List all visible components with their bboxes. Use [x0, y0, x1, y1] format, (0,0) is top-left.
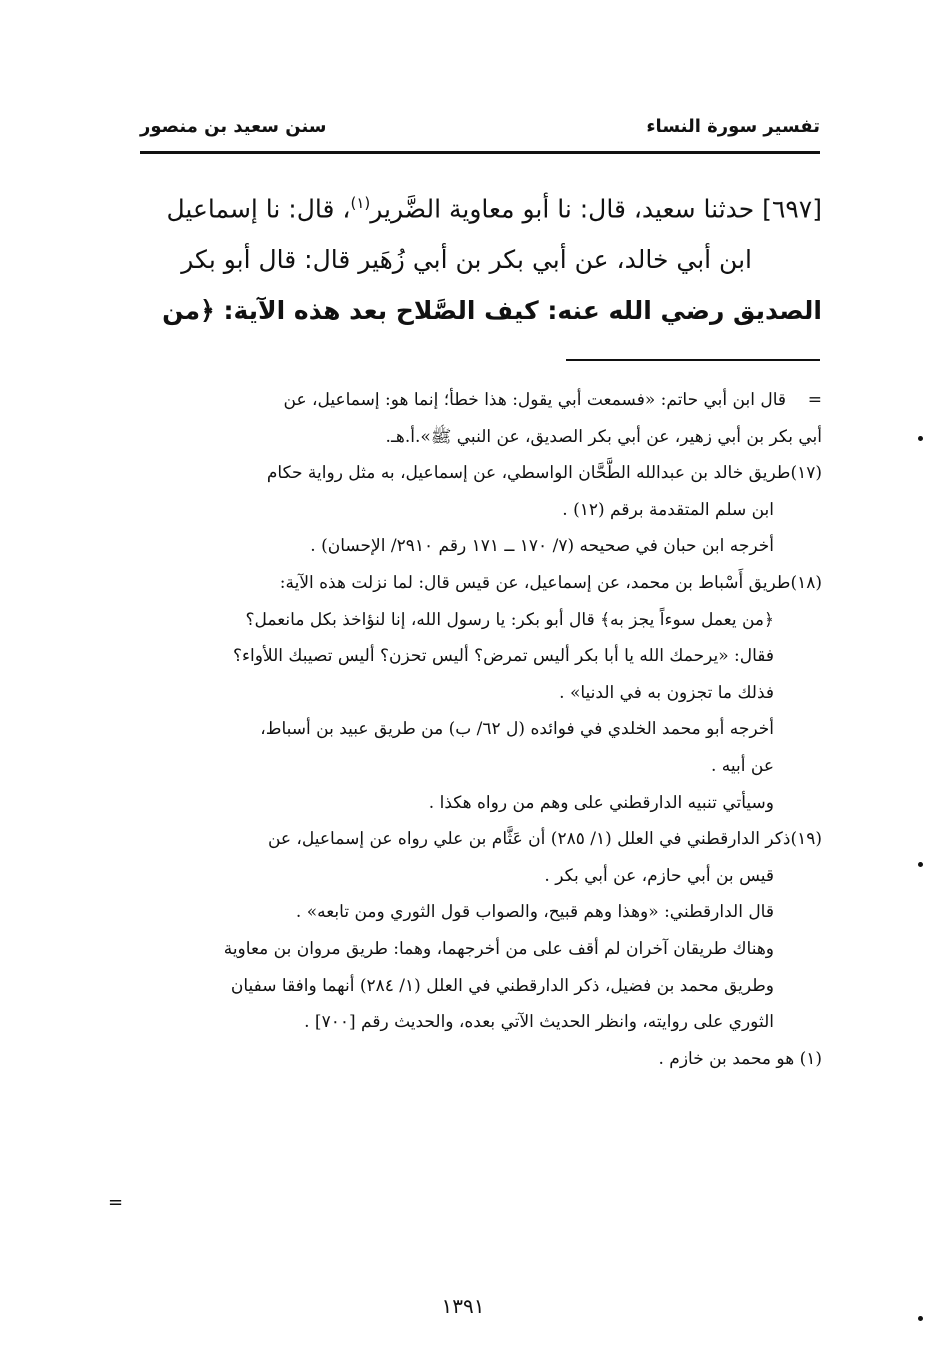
hadith-line-1-tail: ، قال: نا إسماعيل — [166, 194, 351, 224]
note-line: فذلك ما تجزون به في الدنيا» . — [559, 682, 774, 703]
hadith-line-2: ابن أبي خالد، عن أبي بكر بن أبي زُهَير قال: قال أبو بكر — [181, 245, 752, 275]
note-line: (١٩)ذكر الدارقطني في العلل (١/ ٢٨٥) أن عَثَّام بن علي رواه عن إسماعيل، عن — [267, 829, 822, 850]
hadith-line-3: الصديق رضي الله عنه: كيف الصَّلاح بعد هذه الآية: ﴿من — [162, 296, 822, 326]
note-line: أخرجه ابن حبان في صحيحه (٧/ ١٧٠ ــ ١٧١ رقم ٢٩١٠/ الإحسان) . — [310, 536, 774, 557]
note-line: ﴿من يعمل سوءاً يجز به﴾ قال أبو بكر: يا رسول الله، إنا لنؤاخذ بكل مانعمل؟ — [245, 609, 774, 630]
header-rule — [140, 151, 820, 154]
note-line: ابن سلم المتقدمة برقم (١٢) . — [562, 499, 774, 520]
note-line: وطريق محمد بن فضيل، ذكر الدارقطني في العلل (١/ ٢٨٤) أنهما وافقا سفيان — [230, 975, 774, 996]
note-line: وسيأتي تنبيه الدارقطني على وهم من رواه هكذا . — [428, 792, 774, 813]
footnote-ref: (١) — [350, 194, 371, 212]
book-title: سنن سعيد بن منصور — [140, 116, 327, 137]
scan-speck — [918, 862, 923, 867]
note-line: (١٧)طريق خالد بن عبدالله الطَّحَّان الواسطي، عن إسماعيل، به مثل رواية حكام — [266, 463, 822, 484]
note-line: قال الدارقطني: «وهذا وهم قبيح، والصواب قول الثوري ومن تابعه» . — [295, 902, 774, 923]
note-line: أبي بكر بن أبي زهير، عن أبي بكر الصديق، عن النبي ﷺ».أ.هـ. — [385, 426, 822, 447]
footnote-separator — [566, 359, 820, 361]
footnotes — [128, 382, 822, 1077]
hadith-text — [128, 178, 822, 336]
note-line: أخرجه أبو محمد الخلدي في فوائده (ل ٦٢/ ب) من طريق عبيد بن أسباط، — [260, 719, 774, 740]
note-line: فقال: «يرحمك الله يا أبا بكر أليس تمرض؟ أليس تحزن؟ أليس تصيبك اللأواء؟ — [233, 646, 774, 667]
hadith-line-1-text: [٦٩٧] حدثنا سعيد، قال: نا أبو معاوية الضَّرير — [370, 194, 822, 224]
note-line: عن أبيه . — [711, 755, 774, 776]
chapter-title: تفسير سورة النساء — [646, 116, 820, 137]
page-number: ١٣٩١ — [441, 1294, 485, 1318]
continuation-mark-bottom: = — [108, 1192, 124, 1213]
note-text: قال ابن أبي حاتم: «فسمعت أبي يقول: هذا خطأ؛ إنما هو: إسماعيل، عن — [283, 390, 786, 410]
note-line: وهناك طريقان آخران لم أقف على من أخرجهما، وهما: طريق مروان بن معاوية — [223, 938, 774, 959]
note-line: الثوري على روايته، وانظر الحديث الآتي بعده، والحديث رقم [٧٠٠] . — [304, 1012, 774, 1033]
note-line: (١) هو محمد بن خازم . — [658, 1048, 822, 1069]
scan-speck — [918, 436, 923, 441]
continuation-mark: = — [807, 390, 822, 410]
hadith-line-1 — [128, 178, 822, 234]
note-line: قيس بن أبي حازم، عن أبي بكر . — [544, 865, 774, 886]
note-line: (١٨)طريق أَسْباط بن محمد، عن إسماعيل، عن قيس قال: لما نزلت هذه الآية: — [279, 572, 822, 593]
scan-speck — [918, 1316, 923, 1321]
note-line — [128, 382, 822, 419]
running-header — [140, 112, 820, 142]
